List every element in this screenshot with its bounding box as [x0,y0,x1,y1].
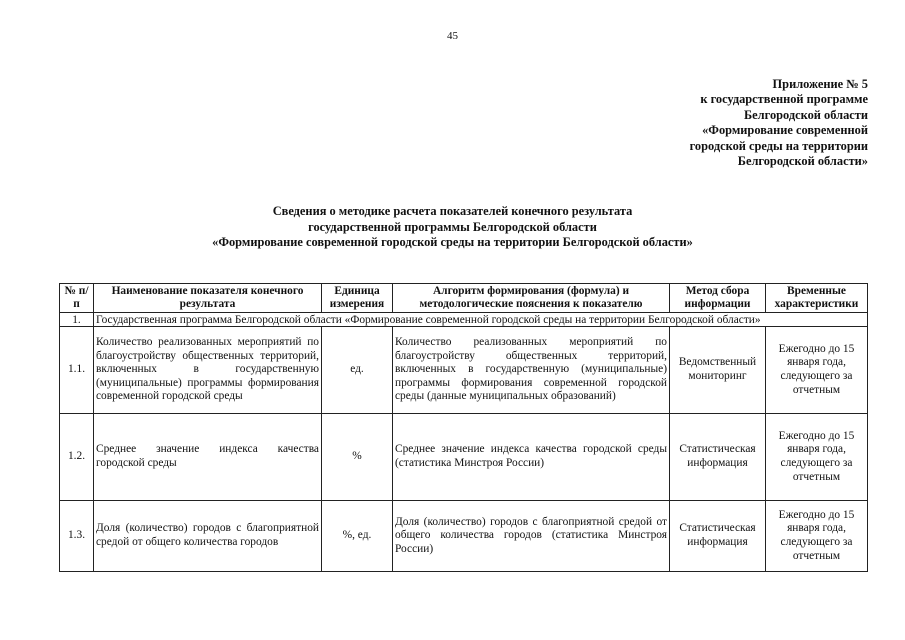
time-cell: Ежегодно до 15 января года, следующего за отчетным [766,414,868,501]
table-header-row [60,284,868,313]
page-number: 45 [447,30,458,42]
section-title: Государственная программа Белгородской области «Формирование современной городской среды на территории Белгородской области» [94,313,868,327]
title-line: Сведения о методике расчета показателей конечного результата [272,204,633,218]
header-algorithm: Алгоритм формирования (формула) и методологические пояснения к показателю [393,284,670,313]
method-cell: Статистическая информация [670,414,766,501]
document-title [0,204,905,251]
section-num: 1. [60,313,94,327]
algorithm-cell: Доля (количество) городов с благоприятной средой от общего количества городов (статистика Минстроя России) [393,501,670,572]
method-cell: Статистическая информация [670,501,766,572]
title-line: государственной программы Белгородской области [308,219,597,234]
header-unit: Единица измерения [322,284,393,313]
indicator-name: Среднее значение индекса качества городской среды [94,414,322,501]
title-line: «Формирование современной городской среды на территории Белгородской области» [212,235,693,249]
appendix-line: «Формирование современной [702,123,868,138]
appendix-line: Приложение № 5 [772,77,868,91]
unit-cell: % [322,414,393,501]
indicator-name: Количество реализованных мероприятий по благоустройству общественных территорий, включенных в государственную (муниципальные) программы формирования современной городской среды [94,327,322,414]
time-cell: Ежегодно до 15 января года, следующего за отчетным [766,327,868,414]
section-row [60,313,868,327]
unit-cell: ед. [322,327,393,414]
header-time: Временные характеристики [766,284,868,313]
header-name: Наименование показателя конечного результата [94,284,322,313]
row-num: 1.2. [60,414,94,501]
appendix-line: Белгородской области [743,107,868,122]
appendix-line: к государственной программе [700,92,868,107]
row-num: 1.3. [60,501,94,572]
appendix-line: городской среды на территории [689,138,868,153]
methodology-table [59,283,868,572]
appendix-note [648,77,868,169]
table-row [60,414,868,501]
algorithm-cell: Количество реализованных мероприятий по благоустройству общественных территорий, включенных в государственную (муниципальные) программы формирования современной городской среды (данные муниципальных образований) [393,327,670,414]
table-row [60,327,868,414]
header-num: № п/п [60,284,94,313]
method-cell: Ведомственный мониторинг [670,327,766,414]
unit-cell: %, ед. [322,501,393,572]
row-num: 1.1. [60,327,94,414]
appendix-line: Белгородской области» [737,154,868,169]
table-row [60,501,868,572]
indicator-name: Доля (количество) городов с благоприятной средой от общего количества городов [94,501,322,572]
header-method: Метод сбора информации [670,284,766,313]
algorithm-cell: Среднее значение индекса качества городской среды (статистика Минстроя России) [393,414,670,501]
time-cell: Ежегодно до 15 января года, следующего за отчетным [766,501,868,572]
